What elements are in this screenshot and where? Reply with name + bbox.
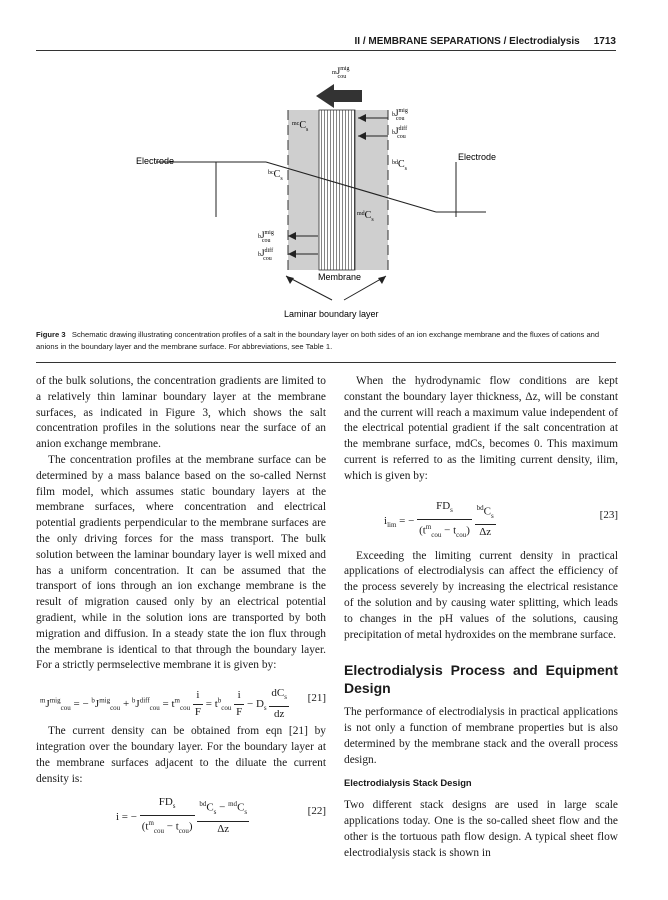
header-rule	[36, 50, 616, 51]
equation-23	[344, 499, 618, 539]
flux-top-label: $mJ^{mig}$ cou	[332, 66, 350, 80]
conc-md-label: $^{md}C_s$	[357, 210, 374, 223]
equation-21	[36, 682, 326, 721]
section-heading: Electrodialysis Process and Equipment Design	[344, 662, 618, 697]
electrode-right-label: Electrode	[458, 152, 497, 162]
equation-22-number: [22]	[307, 805, 326, 818]
left-column	[36, 374, 326, 837]
flux-left-diff-label: $bJ^{diff}$ cou	[258, 248, 274, 262]
electrode-left-label: Electrode	[136, 156, 175, 166]
flux-arrow-top	[316, 84, 362, 108]
running-header	[36, 32, 616, 50]
figure-rule	[36, 362, 616, 363]
right-column	[344, 374, 618, 862]
running-title: II / MEMBRANE SEPARATIONS / Electrodialysis	[354, 35, 580, 47]
left-paragraph-2: The concentration profiles at the membrane surface can be determined by a mass balance based on the so-called Nernst film model, which assumes static boundary layers at the membrane surfaces, where concentration and electrical potential gradients perpendicular to the membrane surfaces are the only driving forces for the mass transport. The bulk solution between the laminar boundary layer is well mixed and has a uniform concentration. It can be assumed that the transport of ions through an ion exchange membrane is the result of migration caused only by an electrical potential gradient, while in the solution ions are transported by both migration and diffusion. In a steady state the ion flux through the membrane is identical to that through the boundary layer. For a strictly permselective membrane it is given by:	[36, 453, 326, 672]
conc-bc-label: $^{bc}C_s$	[268, 169, 283, 182]
conc-mc-label: $^{mc}C_s$	[292, 120, 309, 133]
figure-3-diagram	[36, 52, 616, 322]
membrane	[319, 110, 355, 270]
flux-right-mig-label: $bJ^{mig}$ cou	[392, 108, 408, 122]
equation-23-body: $i_{lim}$ = − $\frac{FD_s}{(t^m_{cou} - t_{cou})}$ $\frac{^{bd}C_s}{\Delta z}$	[384, 499, 494, 539]
left-paragraph-3: The current density can be obtained from eqn [21] by integration over the boundary layer. For the boundary layer at the membrane surfaces adjacent to the diluate the current density is:	[36, 725, 326, 785]
flux-right-diff-label: $bJ^{diff}$ cou	[392, 126, 408, 140]
page-number: 1713	[593, 35, 616, 47]
figure-caption-text: Schematic drawing illustrating concentration profiles of a salt in the boundary layer on both sides of an ion exchange membrane and the fluxes of cations and anions in the boundary layer and the membrane surface. For abbreviations, see Table 1.	[36, 330, 600, 351]
conc-bd-label: $^{bd}C_s$	[392, 159, 408, 172]
equation-21-body: $^mJ^{mig}_{cou}$ = − $^bJ^{mig}_{cou} + ^bJ^{diff}_{cou} = t^m_{cou}$ $\frac{i}{F}$ = $t^b_{cou}$ $\frac{i}{F}$ − $D_s$ $\frac{dC_s}{dz}$	[40, 687, 287, 721]
right-paragraph-3: The performance of electrodialysis in practical applications is not only a function of membrane properties but is also determined by the membrane stack and the overall process design.	[344, 706, 618, 766]
membrane-label: Membrane	[318, 272, 362, 282]
equation-22-body: i = − $\frac{FD_s}{(t^m_{cou} - t_{cou})}$ $\frac{^{bd}C_s - ^{md}C_s}{\Delta z}$	[116, 796, 248, 836]
boundary-layer-label: Laminar boundary layer	[284, 309, 379, 319]
right-paragraph-2: Exceeding the limiting current density in practical applications of electrodialysis can affect the efficiency of the process severely by increasing the electrical resistance of the solution and by causing water splitting, which leads to changes in the pH values of the solutions, causing precipitation of metal hydroxides on the membrane surface.	[344, 549, 618, 641]
right-paragraph-4: Two different stack designs are used in large scale applications today. One is the so-called sheet flow and the other is the tortuous path flow design. A typical sheet flow electrodialysis stack is shown in	[344, 799, 618, 859]
equation-23-number: [23]	[599, 508, 618, 521]
subsection-heading: Electrodialysis Stack Design	[344, 776, 472, 788]
flux-left-mig-label: $bJ^{mig}$ cou	[258, 230, 274, 244]
figure-3	[36, 52, 616, 322]
figure-caption	[36, 329, 616, 353]
equation-21-number: [21]	[307, 692, 326, 705]
right-paragraph-1: When the hydrodynamic flow conditions are kept constant the boundary layer thickness, Δz, will be constant and the current will reach a maximum value independent of the electrical potential gradient if the salt concentration at the membrane surface, mdCs, becomes 0. This maximum current is referred to as the limiting current density, ilim, which is given by:	[344, 375, 618, 482]
left-paragraph-1: of the bulk solutions, the concentration gradients are limited to a relatively thin laminar boundary layer at the membrane surfaces, as indicated in Figure 3, which shows the salt concentration profiles in the solutions near the surface of an anion exchange membrane.	[36, 375, 326, 451]
figure-caption-label: Figure 3	[36, 330, 66, 339]
equation-22	[36, 795, 326, 836]
